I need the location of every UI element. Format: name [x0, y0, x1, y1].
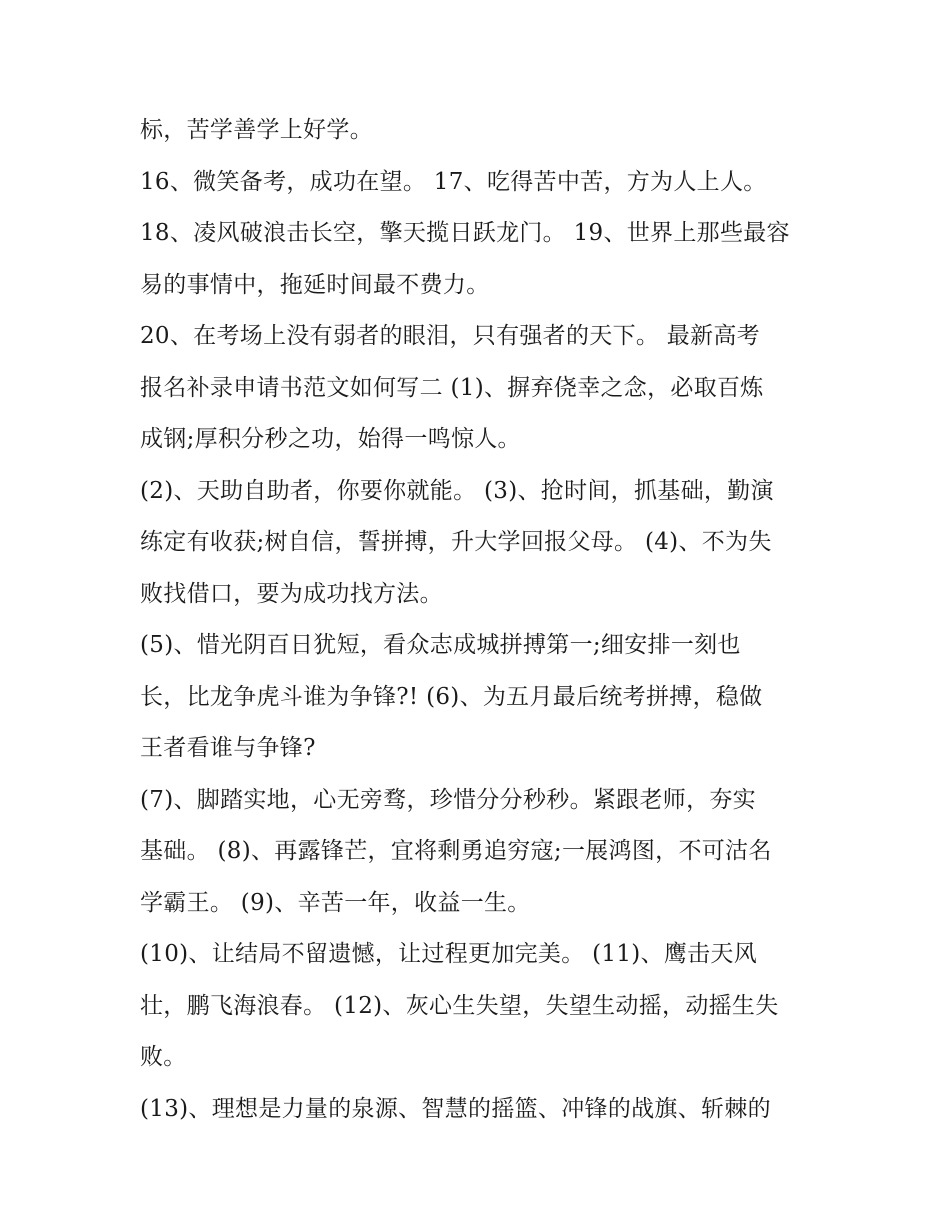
text-line: 败找借口，要为成功找方法。	[140, 580, 443, 607]
text-line: 王者看谁与争锋?	[140, 735, 316, 761]
text-line: 败。	[140, 1044, 187, 1070]
text-line: 基础。 (8)、再露锋芒，宜将剩勇追穷寇;一展鸿图，不可沽名	[140, 838, 772, 864]
document-body	[140, 105, 820, 1135]
text-line: 18、凌风破浪击长空，擎天揽日跃龙门。 19、世界上那些最容	[140, 220, 790, 246]
text-line: (13)、理想是力量的泉源、智慧的摇篮、冲锋的战旗、斩棘的	[140, 1095, 771, 1122]
text-line: 20、在考场上没有弱者的眼泪，只有强者的天下。 最新高考	[140, 323, 760, 349]
text-line: 学霸王。 (9)、辛苦一年，收益一生。	[140, 889, 531, 916]
text-line: 16、微笑备考，成功在望。 17、吃得苦中苦，方为人上人。	[140, 168, 767, 195]
text-line: 练定有收获;树自信，誓拼搏，升大学回报父母。 (4)、不为失	[140, 529, 772, 555]
text-line: 易的事情中，拖延时间最不费力。	[140, 271, 490, 298]
text-line: 壮，鹏飞海浪春。 (12)、灰心生失望，失望生动摇，动摇生失	[140, 992, 779, 1019]
text-line: 成钢;厚积分秒之功，始得一鸣惊人。	[140, 426, 521, 452]
text-line: 长，比龙争虎斗谁为争锋?! (6)、为五月最后统考拼搏，稳做	[140, 683, 763, 710]
text-line: (7)、脚踏实地，心无旁骛，珍惜分分秒秒。紧跟老师，夯实	[140, 786, 756, 813]
text-line: 报名补录申请书范文如何写二 (1)、摒弃侥幸之念，必取百炼	[140, 374, 764, 401]
text-line: 标，苦学善学上好学。	[140, 117, 373, 143]
text-line: (5)、惜光阴百日犹短，看众志成城拼搏第一;细安排一刻也	[140, 632, 741, 658]
text-line: (2)、天助自助者，你要你就能。 (3)、抢时间，抓基础，勤演	[140, 477, 774, 504]
text-line: (10)、让结局不留遗憾，让过程更加完美。 (11)、鹰击天风	[140, 941, 758, 967]
